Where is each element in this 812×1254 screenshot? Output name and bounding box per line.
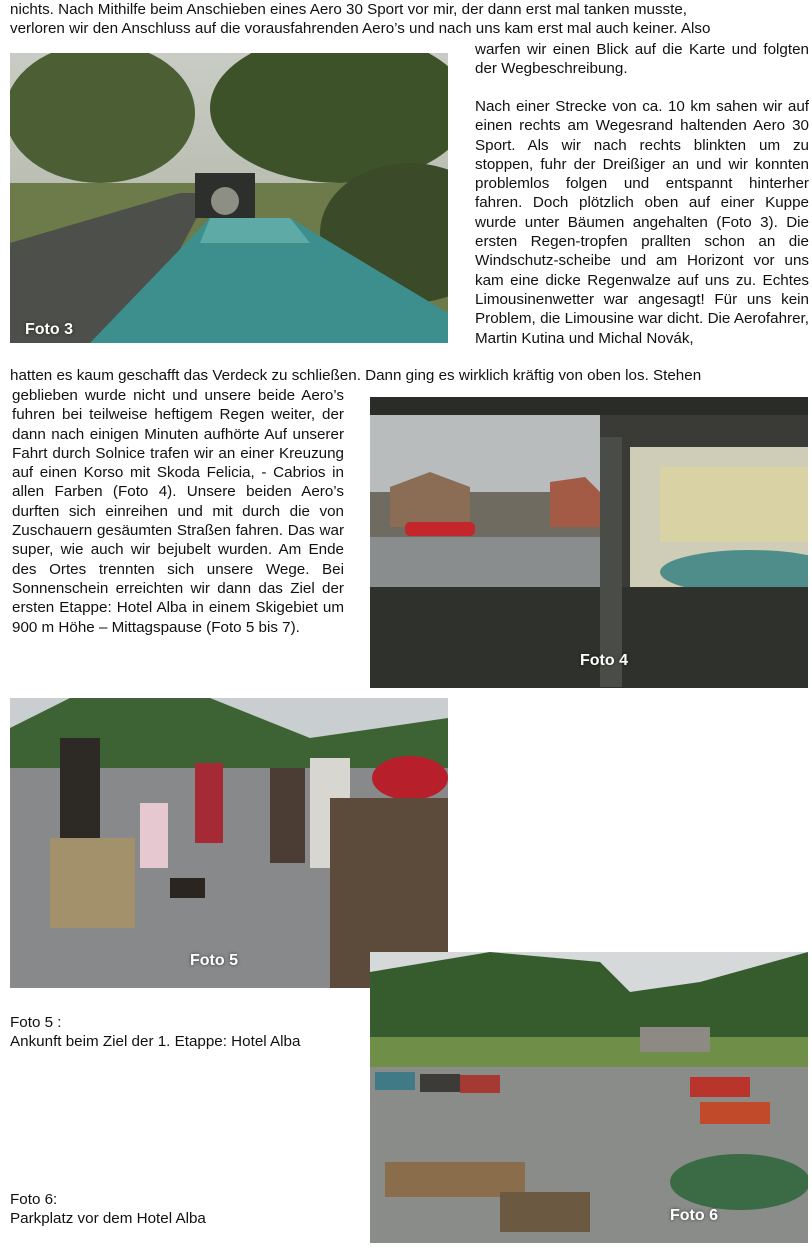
photo-5-label: Foto 5 (190, 952, 238, 969)
text-line-full: hatten es kaum geschafft das Verdeck zu schließen. Dann ging es wirklich kräftig von oben los. Stehen (10, 367, 702, 384)
text-line-1: nichts. Nach Mithilfe beim Anschieben eines Aero 30 Sport vor mir, der dann erst mal tanken musste, (10, 1, 688, 18)
photo-4 (370, 397, 808, 688)
photo-6-label: Foto 6 (670, 1207, 718, 1224)
text-line-2: verloren wir den Anschluss auf die vorausfahrenden Aero’s und nach uns kam erst mal auch keiner. Also (10, 20, 711, 37)
caption-foto6-text: Parkplatz vor dem Hotel Alba (10, 1210, 206, 1227)
left-column-para: geblieben wurde nicht und unsere beide Aero’s fuhren bei teilweise heftigem Regen weiter, der dann nach einigen Minuten aufhörte Auf unserer Fahrt durch Solnice trafen wir an einer Kreuzung auf einen Korso mit Skoda Felicia, - Cabrios in allen Farben (Foto 4). Unsere beiden Aero’s durften sich einreihen und mit durch die von Zuschauern gesäumten Straßen fahren. Das war super, wie auch wir bejubelt wurden. Am Ende des Ortes trennten sich unsere Wege. Bei Sonnenschein erreichten wir dann das Ziel der ersten Etappe: Hotel Alba in einem Skigebiet um 900 m Höhe – Mittagspause (Foto 5 bis 7). (12, 387, 344, 636)
caption-foto6-title: Foto 6: (10, 1191, 58, 1208)
caption-foto5-title: Foto 5 : (10, 1014, 62, 1031)
photo-3-label: Foto 3 (25, 321, 73, 338)
right-column-para-2: Nach einer Strecke von ca. 10 km sahen wir auf einen rechts am Wegesrand haltenden Aero 30 Sport. Als wir nach rechts blinkten um zu stoppen, fuhr der Dreißiger an und wir konnten problemlos folgen und entspannt hinterher fahren. Doch plötzlich oben auf einer Kuppe wurde unter Bäumen angehalten (Foto 3). Die ersten Regen-tropfen prallten schon an die Windschutz-scheibe und am Horizont vor uns kam eine dicke Regenwalze auf uns zu. Echtes Limousinenwetter war angesagt! Für uns kein Problem, die Limousine war dicht. Die Aerofahrer, Martin Kutina und Michal Novák, (475, 98, 809, 347)
caption-foto5-text: Ankunft beim Ziel der 1. Etappe: Hotel Alba (10, 1033, 301, 1050)
photo-3 (10, 53, 448, 343)
photo-6 (370, 952, 808, 1243)
photo-4-label: Foto 4 (580, 652, 628, 669)
photo-5 (10, 698, 448, 988)
right-column-para-1: warfen wir einen Blick auf die Karte und folgten der Wegbeschreibung. (475, 41, 809, 78)
